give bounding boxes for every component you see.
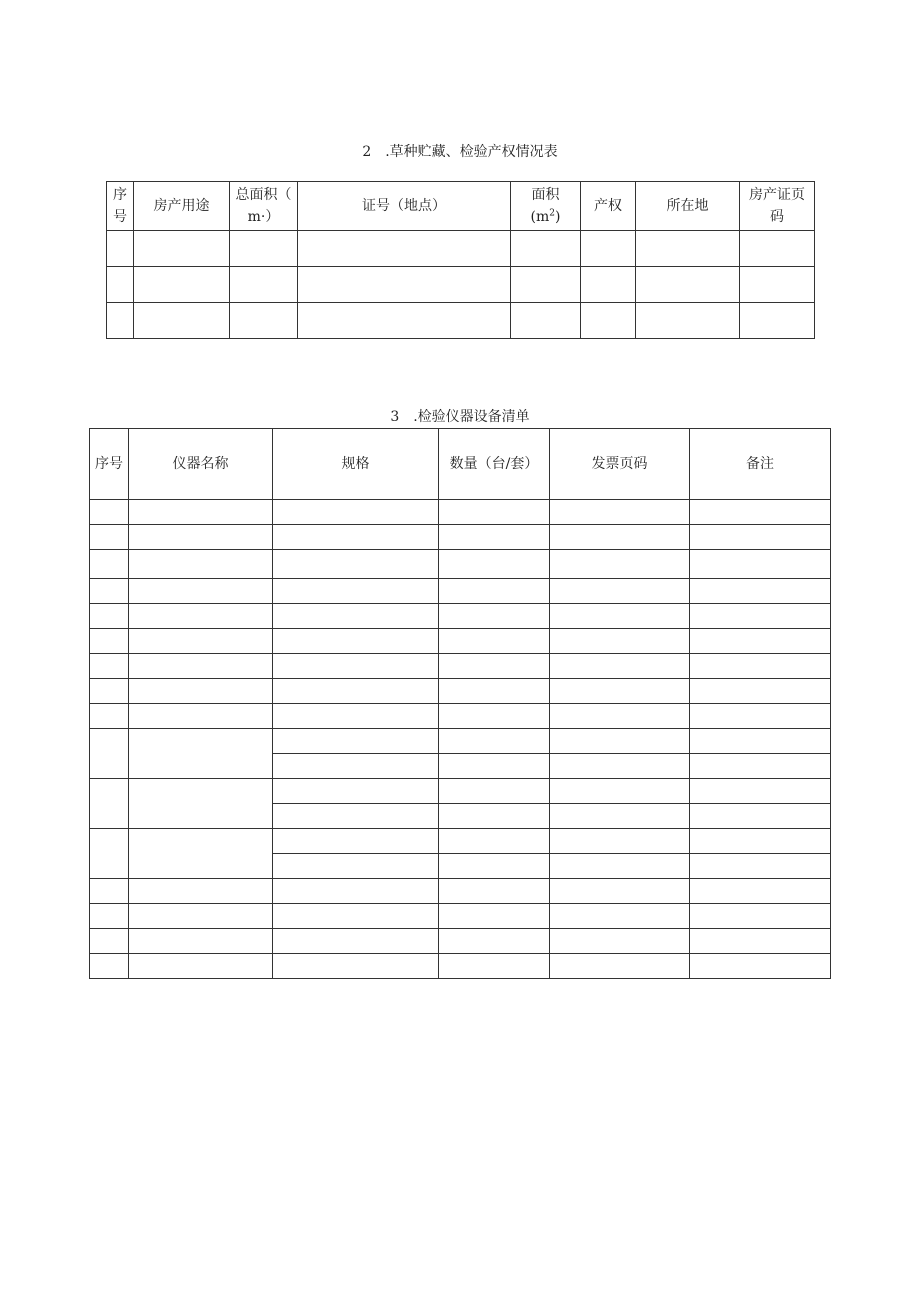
table-cell[interactable]: [273, 704, 439, 729]
table-cell[interactable]: [690, 954, 831, 979]
table-cell[interactable]: [550, 879, 690, 904]
table-cell[interactable]: [550, 679, 690, 704]
table-cell[interactable]: [550, 654, 690, 679]
table-cell[interactable]: [273, 550, 439, 579]
table-cell[interactable]: [90, 929, 129, 954]
table-row: [107, 267, 815, 303]
table-cell[interactable]: [90, 904, 129, 929]
table-cell[interactable]: [90, 500, 129, 525]
table-cell[interactable]: [273, 904, 439, 929]
table-cell[interactable]: [129, 679, 273, 704]
table-cell[interactable]: [439, 879, 550, 904]
table-cell[interactable]: [230, 231, 298, 267]
table-cell[interactable]: [690, 604, 831, 629]
header-location: 所在地: [636, 182, 740, 231]
table-cell[interactable]: [439, 954, 550, 979]
table-cell[interactable]: [90, 604, 129, 629]
table-cell[interactable]: [298, 231, 511, 267]
table-cell[interactable]: [550, 704, 690, 729]
table-cell[interactable]: [90, 679, 129, 704]
table-cell[interactable]: [581, 231, 636, 267]
table-cell[interactable]: [439, 754, 550, 779]
table-cell[interactable]: [90, 704, 129, 729]
table-cell[interactable]: [439, 729, 550, 754]
table-row: [90, 954, 831, 979]
table-cell[interactable]: [690, 654, 831, 679]
table-cell[interactable]: [298, 303, 511, 339]
table-cell[interactable]: [90, 629, 129, 654]
table-row: [90, 654, 831, 679]
table-cell[interactable]: [273, 879, 439, 904]
table-cell[interactable]: [273, 854, 439, 879]
table-cell[interactable]: [134, 303, 230, 339]
table-row: [90, 550, 831, 579]
table-cell[interactable]: [550, 525, 690, 550]
table-cell[interactable]: [439, 654, 550, 679]
header-spec: 规格: [273, 429, 439, 500]
table-cell[interactable]: [273, 829, 439, 854]
table-cell[interactable]: [690, 500, 831, 525]
table-cell[interactable]: [740, 231, 815, 267]
table-cell[interactable]: [690, 679, 831, 704]
table-row: [107, 231, 815, 267]
table-cell[interactable]: [581, 267, 636, 303]
table-cell[interactable]: [550, 954, 690, 979]
header-total-area: 总面积（ m·）: [230, 182, 298, 231]
table-cell[interactable]: [90, 579, 129, 604]
table-row: [90, 579, 831, 604]
header-deed-page: 房产证页 码: [740, 182, 815, 231]
table-cell[interactable]: [273, 929, 439, 954]
table-cell[interactable]: [511, 303, 581, 339]
table-row: [90, 904, 831, 929]
table-cell[interactable]: [439, 629, 550, 654]
table-cell[interactable]: [690, 629, 831, 654]
table-cell[interactable]: [90, 779, 129, 829]
property-table: [106, 181, 815, 339]
table-cell[interactable]: [550, 854, 690, 879]
table-cell[interactable]: [230, 303, 298, 339]
table-row: [90, 604, 831, 629]
header-remark: 备注: [690, 429, 831, 500]
table-cell[interactable]: [636, 231, 740, 267]
table-cell[interactable]: [550, 904, 690, 929]
table-cell[interactable]: [690, 729, 831, 754]
table-cell[interactable]: [636, 267, 740, 303]
table-cell[interactable]: [129, 829, 273, 879]
table-row: [90, 929, 831, 954]
table-cell[interactable]: [740, 267, 815, 303]
header-invoice: 发票页码: [550, 429, 690, 500]
table-cell[interactable]: [511, 231, 581, 267]
table-cell[interactable]: [129, 654, 273, 679]
table-cell[interactable]: [690, 879, 831, 904]
table-cell[interactable]: [90, 829, 129, 879]
table-cell[interactable]: [90, 550, 129, 579]
table-cell[interactable]: [129, 525, 273, 550]
table-cell[interactable]: [550, 729, 690, 754]
table-cell[interactable]: [439, 929, 550, 954]
table-cell[interactable]: [230, 267, 298, 303]
table-cell[interactable]: [550, 779, 690, 804]
table-cell[interactable]: [129, 879, 273, 904]
table-cell[interactable]: [129, 500, 273, 525]
table-cell[interactable]: [511, 267, 581, 303]
table-cell[interactable]: [439, 525, 550, 550]
header-seq: 序号: [90, 429, 129, 500]
table-cell[interactable]: [550, 829, 690, 854]
header-use: 房产用途: [134, 182, 230, 231]
table-cell[interactable]: [550, 629, 690, 654]
header-name: 仪器名称: [129, 429, 273, 500]
table-cell[interactable]: [273, 679, 439, 704]
table-cell[interactable]: [129, 779, 273, 829]
table-header-row: [90, 429, 831, 500]
table-cell[interactable]: [273, 654, 439, 679]
table-cell[interactable]: [690, 579, 831, 604]
table-cell[interactable]: [439, 854, 550, 879]
table-row: [107, 303, 815, 339]
table-cell[interactable]: [129, 954, 273, 979]
table-cell[interactable]: [129, 704, 273, 729]
section2-title: 2 .草种贮藏、检验产权情况表: [362, 144, 558, 160]
table-cell[interactable]: [129, 929, 273, 954]
table-cell[interactable]: [273, 954, 439, 979]
table-cell[interactable]: [690, 804, 831, 829]
table-cell[interactable]: [439, 704, 550, 729]
table-cell[interactable]: [690, 929, 831, 954]
table-cell[interactable]: [273, 804, 439, 829]
table-cell[interactable]: [690, 754, 831, 779]
table-cell[interactable]: [129, 629, 273, 654]
table-cell[interactable]: [550, 550, 690, 579]
table-cell[interactable]: [107, 303, 134, 339]
table-cell[interactable]: [90, 525, 129, 550]
table-cell[interactable]: [439, 550, 550, 579]
table-cell[interactable]: [439, 500, 550, 525]
table-cell[interactable]: [550, 604, 690, 629]
table-cell[interactable]: [273, 754, 439, 779]
table-cell[interactable]: [134, 231, 230, 267]
table-cell[interactable]: [550, 929, 690, 954]
table-cell[interactable]: [298, 267, 511, 303]
table-cell[interactable]: [90, 729, 129, 779]
table-cell[interactable]: [439, 679, 550, 704]
table-cell[interactable]: [690, 829, 831, 854]
table-cell[interactable]: [439, 829, 550, 854]
table-cell[interactable]: [90, 654, 129, 679]
table-cell[interactable]: [129, 550, 273, 579]
header-area: 面积 $(m^2)$: [511, 182, 581, 231]
table-cell[interactable]: [581, 303, 636, 339]
header-cert: 证号（地点）: [298, 182, 511, 231]
table-cell[interactable]: [273, 729, 439, 754]
header-seq: 序 号: [107, 182, 134, 231]
table-cell[interactable]: [550, 804, 690, 829]
section3-title: 3 .检验仪器设备清单: [390, 409, 530, 425]
table-cell[interactable]: [273, 525, 439, 550]
table-cell[interactable]: [129, 904, 273, 929]
table-cell[interactable]: [107, 267, 134, 303]
table-cell[interactable]: [550, 754, 690, 779]
table-cell[interactable]: [690, 904, 831, 929]
equipment-table: [89, 428, 831, 979]
table-row: [90, 729, 831, 754]
table-cell[interactable]: [439, 904, 550, 929]
table-cell[interactable]: [690, 550, 831, 579]
table-row: [90, 679, 831, 704]
table-cell[interactable]: [550, 579, 690, 604]
table-cell[interactable]: [690, 854, 831, 879]
table-cell[interactable]: [740, 303, 815, 339]
table-row: [90, 704, 831, 729]
table-cell[interactable]: [690, 525, 831, 550]
table-cell[interactable]: [690, 704, 831, 729]
table-cell[interactable]: [439, 804, 550, 829]
table-header-row: [107, 182, 815, 231]
table-row: [90, 879, 831, 904]
table-cell[interactable]: [690, 779, 831, 804]
table-cell[interactable]: [107, 231, 134, 267]
table-cell[interactable]: [129, 604, 273, 629]
table-cell[interactable]: [439, 579, 550, 604]
table-cell[interactable]: [439, 779, 550, 804]
table-row: [90, 779, 831, 804]
table-cell[interactable]: [273, 500, 439, 525]
table-row: [90, 629, 831, 654]
header-qty: 数量（台/套）: [439, 429, 550, 500]
table-cell[interactable]: [90, 954, 129, 979]
table-cell[interactable]: [273, 779, 439, 804]
table-cell[interactable]: [439, 604, 550, 629]
table-cell[interactable]: [273, 579, 439, 604]
table-row: [90, 525, 831, 550]
table-row: [90, 829, 831, 854]
table-cell[interactable]: [273, 629, 439, 654]
table-cell[interactable]: [636, 303, 740, 339]
table-cell[interactable]: [129, 729, 273, 779]
table-cell[interactable]: [129, 579, 273, 604]
table-cell[interactable]: [134, 267, 230, 303]
table-cell[interactable]: [273, 604, 439, 629]
header-ownership: 产权: [581, 182, 636, 231]
table-cell[interactable]: [550, 500, 690, 525]
table-row: [90, 500, 831, 525]
table-cell[interactable]: [90, 879, 129, 904]
